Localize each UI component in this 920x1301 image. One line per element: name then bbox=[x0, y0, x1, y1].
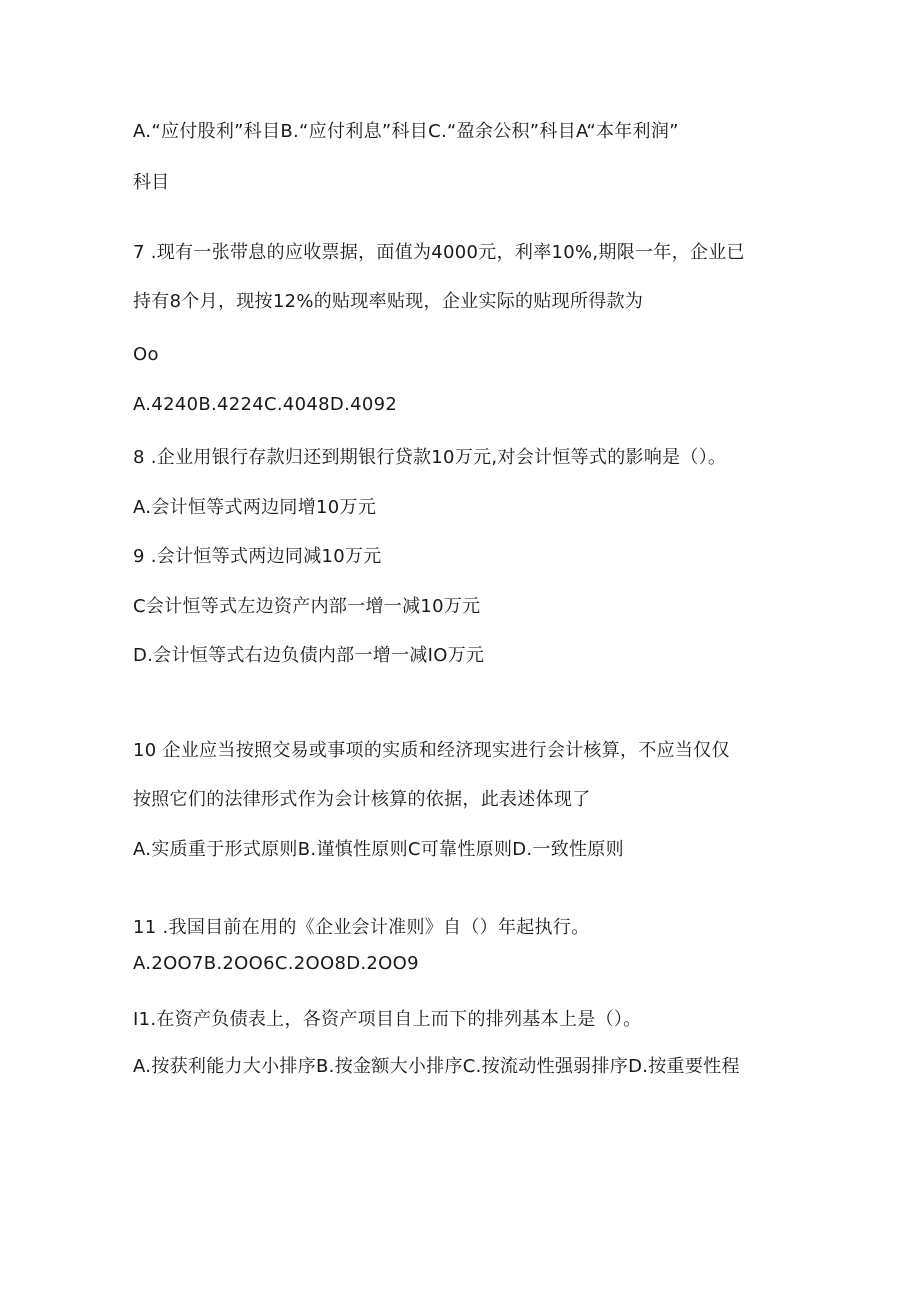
question-7-text: 7 .现有一张带息的应收票据，面值为4000元，利率10%,期限一年，企业已 bbox=[133, 242, 745, 263]
question-8-option-c: C会计恒等式左边资产内部一增一减10万元 bbox=[133, 596, 481, 617]
question-7-blank: Oo bbox=[133, 344, 159, 365]
question-8-text: 8 .企业用银行存款归还到期银行贷款10万元,对会计恒等式的影响是（）。 bbox=[133, 447, 727, 468]
question-8-option-a: A.会计恒等式两边同增10万元 bbox=[133, 497, 377, 518]
question-12-text: I1.在资产负债表上，各资产项目自上而下的排列基本上是（）。 bbox=[133, 1009, 642, 1030]
question-7-text-continued: 持有8个月，现按12%的贴现率贴现，企业实际的贴现所得款为 bbox=[133, 291, 644, 312]
question-10-text-continued: 按照它们的法律形式作为会计核算的依据，此表述体现了 bbox=[133, 789, 591, 810]
question-10-options: A.实质重于形式原则B.谨慎性原则C可靠性原则D.一致性原则 bbox=[133, 839, 624, 860]
question-12-options: A.按获利能力大小排序B.按金额大小排序C.按流动性强弱排序D.按重要性程 bbox=[133, 1056, 740, 1077]
question-6-options: A.“应付股利”科目B.“应付利息”科目C.“盈余公积”科目A“本年利润” bbox=[133, 121, 679, 142]
question-8-option-b: 9 .会计恒等式两边同减10万元 bbox=[133, 546, 382, 567]
question-11-options: A.2OO7B.2OO6C.2OO8D.2OO9 bbox=[133, 953, 419, 974]
question-10-text: 10 企业应当按照交易或事项的实质和经济现实进行会计核算，不应当仅仅 bbox=[133, 740, 730, 761]
question-8-option-d: D.会计恒等式右边负债内部一增一减IO万元 bbox=[133, 645, 485, 666]
question-11-text: 11 .我国目前在用的《企业会计准则》自（）年起执行。 bbox=[133, 917, 590, 938]
question-6-options-continued: 科目 bbox=[133, 172, 170, 193]
question-7-options: A.4240B.4224C.4048D.4092 bbox=[133, 394, 398, 415]
